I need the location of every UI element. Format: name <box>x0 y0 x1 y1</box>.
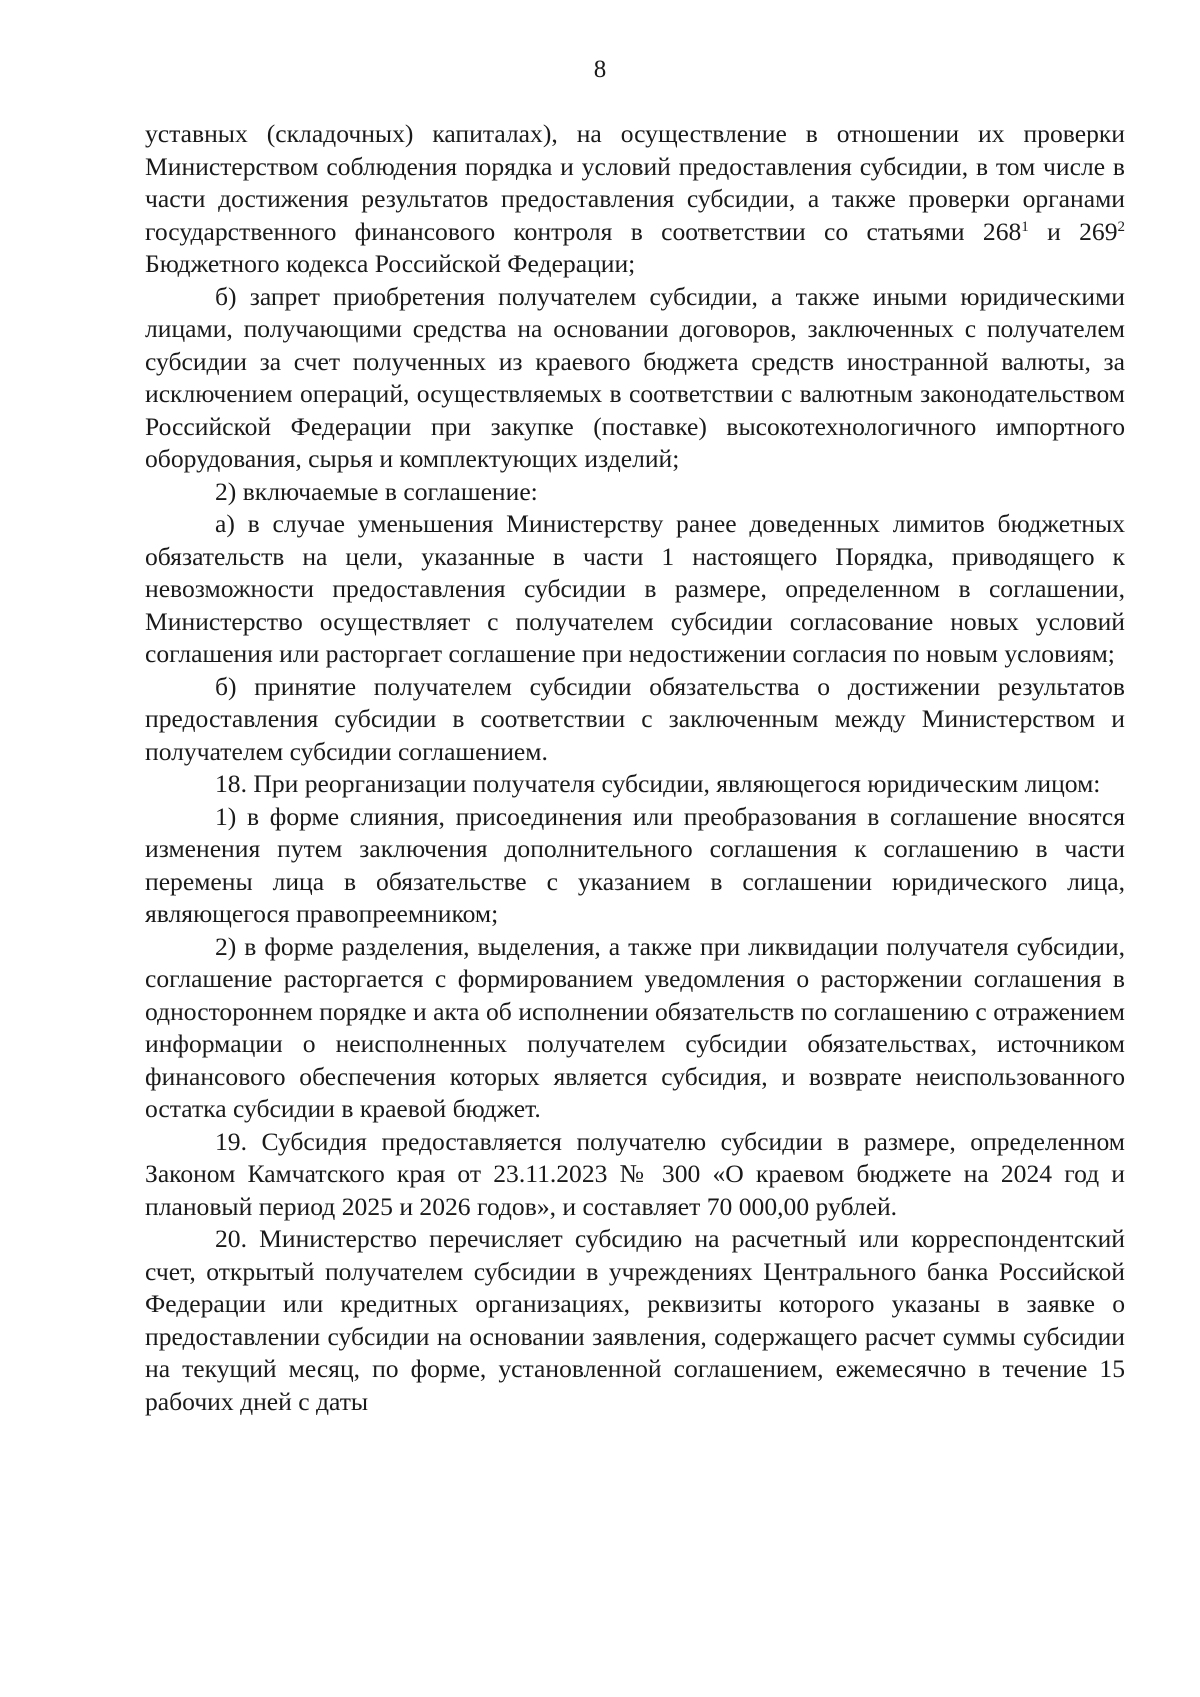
paragraph-section-18 <box>145 768 1125 801</box>
text-run: а) в случае уменьшения Министерству ранее доведенных лимитов бюджетных обязательств на цели, указанные в части 1 настоящего Порядка, приводящего к невозможности предоставления субсидии в размере, определенном в соглашении, Министерство осуществляет с получателем субсидии согласование новых условий соглашения или расторгает соглашение при недостижении согласия по новым условиям; <box>145 509 1125 668</box>
page-number: 8 <box>593 56 607 83</box>
text-run: б) запрет приобретения получателем субсидии, а также иными юридическими лицами, получающими средства на основании договоров, заключенных с получателем субсидии за счет полученных из краевого бюджета средств иностранной валюты, за исключением операций, осуществляемых в соответствии с валютным законодательством Российской Федерации при закупке (поставке) высокотехнологичного импортного оборудования, сырья и комплектующих изделий; <box>145 281 1125 473</box>
text-run: 19. Субсидия предоставляется получателю субсидии в размере, определенном Законом Камчатского края от 23.11.2023 № 300 «О краевом бюджете на 2024 год и плановый период 2025 и 2026 годов», и составляет 70 000,00 рублей. <box>145 1126 1125 1221</box>
paragraph-item-1b <box>145 281 1125 476</box>
text-run: б) принятие получателем субсидии обязательства о достижении результатов предоставления субсидии в соответствии с заключенным между Министерством и получателем субсидии соглашением. <box>145 671 1125 766</box>
text-run: Бюджетного кодекса Российской Федерации; <box>145 249 636 278</box>
paragraph-section-18-2 <box>145 931 1125 1126</box>
superscript: 1 <box>1021 218 1029 235</box>
text-run: 1) в форме слияния, присоединения или преобразования в соглашение вносятся изменения путем заключения дополнительного соглашения к соглашению в части перемены лица в обязательстве с указанием в соглашении юридического лица, являющегося правопреемником; <box>145 801 1125 928</box>
paragraph-continuation <box>145 118 1125 281</box>
text-run: 2) включаемые в соглашение: <box>215 476 538 506</box>
paragraph-item-2 <box>145 476 1125 509</box>
text-run: и 269 <box>1028 216 1118 246</box>
paragraph-item-2a <box>145 508 1125 671</box>
document-body <box>145 118 1125 1418</box>
text-run: 20. Министерство перечисляет субсидию на расчетный или корреспондентский счет, открытый получателем субсидии в учреждениях Центрального банка Российской Федерации или кредитных организациях, реквизиты которого указаны в заявке о предоставлении субсидии на основании заявления, содержащего расчет суммы субсидии на текущий месяц, по форме, установленной соглашением, ежемесячно в течение 15 рабочих дней с даты <box>145 1224 1125 1416</box>
paragraph-section-20 <box>145 1223 1125 1418</box>
superscript: 2 <box>1117 218 1125 235</box>
text-run: 18. При реорганизации получателя субсидии, являющегося юридическим лицом: <box>215 769 1101 798</box>
text-run: 2) в форме разделения, выделения, а также при ликвидации получателя субсидии, соглашение расторгается с формированием уведомления о расторжении соглашения в одностороннем порядке и акта об исполнении обязательств по соглашению с отражением информации о неисполненных получателем субсидии обязательствах, источником финансового обеспечения которых является субсидия, и возврате неиспользованного остатка субсидии в краевой бюджет. <box>145 931 1125 1123</box>
paragraph-section-19 <box>145 1126 1125 1224</box>
paragraph-section-18-1 <box>145 801 1125 931</box>
paragraph-item-2b <box>145 671 1125 769</box>
text-run: уставных (складочных) капиталах), на осуществление в отношении их проверки Министерством соблюдения порядка и условий предоставления субсидии, в том числе в части достижения результатов предоставления субсидии, а также проверки органами государственного финансового контроля в соответствии со статьями 268 <box>145 119 1125 246</box>
